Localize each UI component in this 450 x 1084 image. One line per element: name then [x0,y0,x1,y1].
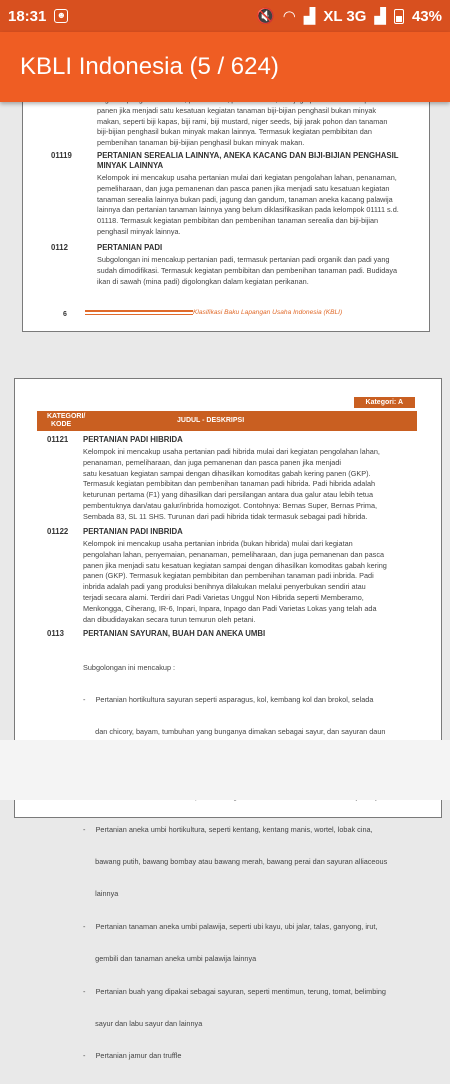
text-line: - Pertanian hortikultura sayuran seperti asparagus, kol, kembang kol dan brokol, selada [83,694,374,704]
status-time: 18:31 [8,7,47,25]
header-col-judul: JUDUL - DESKRIPSI [177,417,245,424]
app-toolbar [0,32,450,102]
battery-percent: 43% [411,7,442,25]
text-line: Kelompok ini mencakup usaha pertanian inbrida (bukan hibrida) mulai dari kegiatan [83,539,353,548]
text-line: - Pertanian tanaman aneka umbi palawija, seperti ubi kayu, ubi jalar, talas, ganyong, irut, [83,921,378,931]
text-line: penanaman, pemeliharaan, dan juga pemanenan dan pasca panen jika menjadi [83,457,342,467]
entry-code: 01121 [47,435,69,444]
page-title: KBLI Indonesia (5 / 624) [20,53,279,80]
entry-description [97,173,399,238]
text-line: Menkongga, Ciherang, IR-6, Inpari, Inpara, Inpago dan Padi Varietas Lokas yang telah ada [83,603,377,613]
network-label: XL 3G [323,7,367,25]
entry-description [97,255,397,287]
text-line: sayur dan labu sayur dan lainnya [83,1018,203,1028]
text-line: dan dibudidayakan secara turun temurun oleh petani. [83,614,256,624]
text-line: - Pertanian aneka umbi hortikultura, seperti kentang, kentang manis, wortel, lobak cina, [83,824,373,834]
text-line: Sembada 83, SL 11 SHS. Turunan dari padi hibrida tidak termasuk sebagai padi hibrida. [83,511,368,521]
text-line: dan chicory, bayam, tumbuhan yang bunganya dimakan sebagai sayur, dan sayuran daun [83,727,386,737]
footer-rule [85,310,193,317]
entry-title: PERTANIAN SAYURAN, BUAH DAN ANEKA UMBI [83,629,266,638]
text-line: pembentuknya dan/atau galur/inbrida homozigot. Contohnya: Bernas Super, Bernas Prima, [83,500,378,510]
entry-title: PERTANIAN PADI [97,243,163,252]
text-line: penghasil minyak lainnya. [97,226,181,236]
entry-description [83,447,380,523]
entry-title: PERTANIAN PADI HIBRIDA [83,435,183,444]
text-line: inbrida adalah padi yang produksi benihnya dilakukan melalui penyerbukan sendiri atau [83,582,366,592]
entry-description [83,539,387,625]
text-line: Termasuk kegiatan pembibitan dan pembenihan tanaman padi hibrida. Padi hibrida adalah [83,479,376,489]
text-line: lainnya dan pertanian tanaman lainnya yang belum diklasifikasikan pada kelompok 01111 s.d. [97,205,399,215]
battery-icon [394,9,404,24]
text-block-top [97,95,387,149]
text-line: ikan di sawah (mina padi) digolongkan dalam kegiatan perikanan. [97,276,309,286]
bottom-area [0,740,450,800]
page-number: 6 [63,311,67,318]
wifi-icon: ◠ [282,8,296,25]
header-label: KATEGORI/ [47,413,86,420]
status-right [256,7,442,25]
text-line: panen jika menjadi satu kesatuan kegiatan tanaman biji-bijian penghasil bukan minyak [97,105,377,115]
text-line: pembenihan tanaman biji-bijian penghasil bukan minyak makan. [97,138,305,148]
mute-icon: 🔇 [256,8,275,25]
text-line: sudah dimodifikasi. Termasuk kegiatan pembibitan dan pembenihan tanaman padi. Budidaya [97,265,398,275]
table-header [37,411,417,431]
header-label: KODE [51,421,72,428]
entry-title-line: MINYAK LAINNYA [97,161,164,170]
signal-icon: ▟ [303,8,316,25]
pdf-page-previous [22,94,430,332]
text-line: - Pertanian jamur dan truffle [83,1051,182,1061]
text-line: biji-bijian penghasil bukan minyak makan lainnya. Termasuk kegiatan pembibitan dan [97,127,372,137]
text-line: gembili dan tanaman aneka umbi palawija lainnya [83,954,257,964]
text-line: Kelompok ini mencakup usaha pertanian mulai dari kegiatan pengolahan lahan, penanaman, [97,173,397,182]
entry-description [83,641,387,1084]
status-bar [0,0,450,32]
text-line: makan, seperti biji kapas, biji rami, biji mustard, niger seeds, biji jarak pohon dan tanaman [97,116,388,126]
category-badge: Kategori: A [354,397,415,408]
text-line: - Pertanian buah yang dipakai sebagai sayuran, seperti mentimun, terung, tomat, belimbing [83,986,386,996]
entry-code: 01122 [47,527,69,536]
signal-icon-2: ▟ [374,8,386,25]
text-line: Subgolongan ini mencakup pertanian padi, termasuk pertanian padi organik dan padi yang [97,255,390,264]
text-line: pengolahan lahan, penyemaian, penanaman, pemeliharaan, dan juga pemanenan dan pasca [83,549,385,559]
text-line: panen jika menjadi satu kesatuan kegiatan sampai dengan dihasilkan komoditas gabah kering [83,560,387,570]
text-line: bawang putih, bawang bombay atau bawang merah, bawang perai dan sayuran alliaceous [83,856,388,866]
text-line: pemeliharaan, dan juga pemanenan dan pasca panen jika menjadi satu kesatuan kegiatan [97,183,390,193]
text-line: Subgolongan ini mencakup : [83,662,176,672]
footer-text: Klasifikasi Baku Lapangan Usaha Indonesia (KBLI) [193,309,343,316]
entry-title: PERTANIAN PADI INBRIDA [83,527,183,536]
text-line: Kelompok ini mencakup usaha pertanian padi hibrida mulai dari kegiatan pengolahan lahan, [83,447,380,456]
header-col-kode [47,413,87,429]
text-line: 01118. Termasuk kegiatan pembibitan dan pembenihan tanaman serealia dan biji-bijian [97,216,379,226]
text-line: terjadi secara alami. Terdiri dari Padi Varietas Unggul Non Hibrida seperti Memberamo, [83,592,364,602]
text-line: tanaman serealia lainnya bukan padi, jagung dan gandum, tanaman aneka kacang palawija [97,194,393,204]
text-line: panen (GKP). Termasuk kegiatan pembibitan dan pembenihan tanaman padi inbrida. Padi [83,571,374,581]
text-line: lainnya [83,889,119,899]
pdf-viewer[interactable] [0,102,450,1061]
entry-code: 0112 [51,243,68,252]
entry-title [97,151,399,171]
entry-code: 0113 [47,629,64,638]
entry-code: 01119 [51,151,72,160]
android-notification-icon: ☻ [54,9,68,23]
entry-title-line: PERTANIAN SEREALIA LAINNYA, ANEKA KACANG DAN BIJI-BIJIAN PENGHASIL [97,151,399,160]
text-line: satu kesatuan kegiatan sampai dengan dihasilkan komoditas gabah kering panen (GKP). [83,468,371,478]
text-line: keturunan pertama (F1) yang dihasilkan dari persilangan antara dua galur atau lebih tetua [83,490,374,500]
